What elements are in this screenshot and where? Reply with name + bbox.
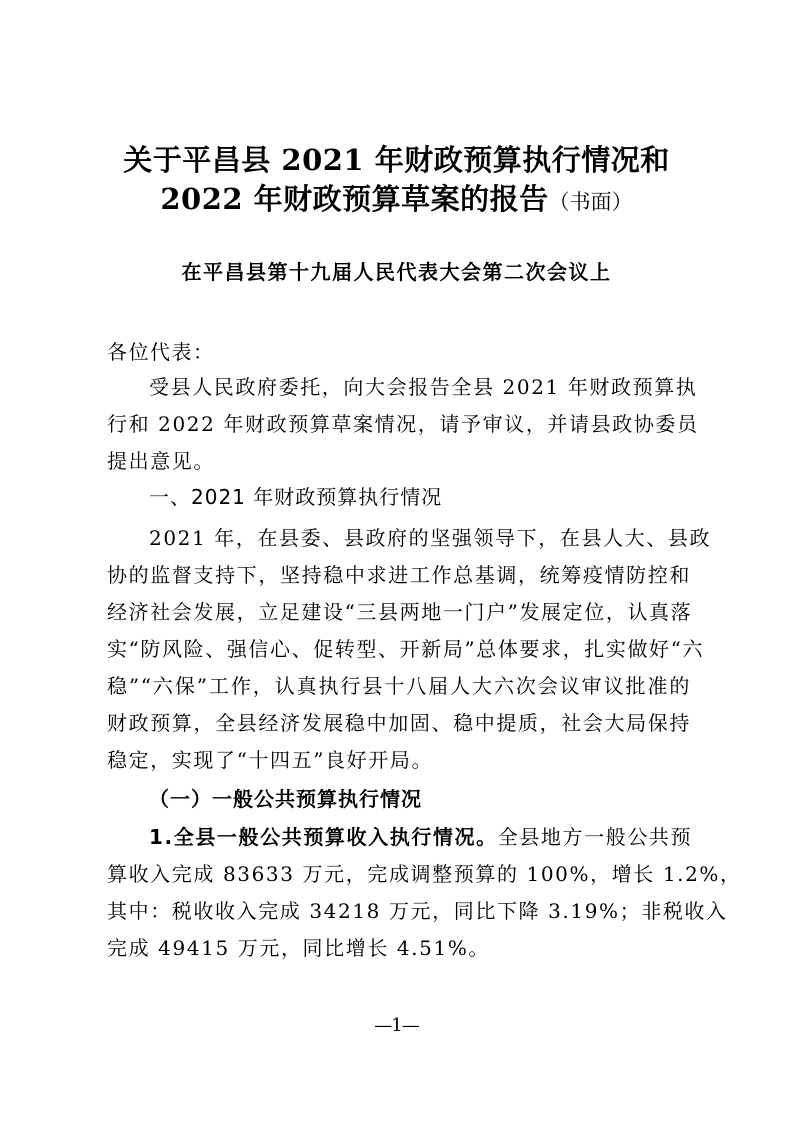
section-1-line: 财政预算，全县经济发展稳中加固、稳中提质，社会大局保持 bbox=[107, 711, 691, 735]
section-1-heading: 一、2021 年财政预算执行情况 bbox=[149, 485, 443, 509]
section-1-line: 经济社会发展，立足建设“三县两地一门户”发展定位，认真落 bbox=[107, 600, 693, 624]
section-1-line: 稳定，实现了“十四五”良好开局。 bbox=[107, 748, 434, 772]
report-title-line-1 bbox=[0, 140, 793, 180]
report-title-line-2 bbox=[0, 179, 793, 222]
intro-line: 提出意见。 bbox=[107, 449, 215, 473]
title-suffix: （书面） bbox=[548, 190, 633, 214]
section-1-line: 稳”“六保”工作，认真执行县十八届人大六次会议审议批准的 bbox=[107, 674, 691, 698]
section-1-line: 实“防风险、强信心、促转型、开新局”总体要求，扎实做好“六 bbox=[107, 637, 705, 661]
intro-line: 受县人民政府委托，向大会报告全县 2021 年财政预算执 bbox=[149, 375, 698, 399]
item-1-line: 算收入完成 83633 万元，完成调整预算的 100%，增长 1.2%， bbox=[107, 862, 742, 886]
item-1-line: 完成 49415 万元，同比增长 4.51%。 bbox=[107, 936, 491, 960]
item-1-lead: 1.全县一般公共预算收入执行情况。 bbox=[149, 825, 498, 849]
title-text-1: 关于平昌县 2021 年财政预算执行情况和 bbox=[123, 143, 670, 177]
salutation: 各位代表： bbox=[107, 340, 215, 364]
item-1-first-line bbox=[107, 822, 691, 852]
section-1-line: 2021 年，在县委、县政府的坚强领导下，在县人大、县政 bbox=[149, 526, 712, 550]
page-number: —1— bbox=[374, 1015, 419, 1036]
report-subtitle: 在平昌县第十九届人民代表大会第二次会议上 bbox=[181, 260, 612, 284]
title-text-2: 2022 年财政预算草案的报告 bbox=[160, 182, 549, 216]
intro-line: 行和 2022 年财政预算草案情况，请予审议，并请县政协委员 bbox=[107, 412, 699, 436]
item-1-first-rest: 全县地方一般公共预 bbox=[497, 825, 693, 849]
section-1-line: 协的监督支持下，坚持稳中求进工作总基调，统筹疫情防控和 bbox=[107, 563, 691, 587]
item-1-line: 其中：税收收入完成 34218 万元，同比下降 3.19%；非税收入 bbox=[107, 899, 728, 923]
subsection-1-heading: （一）一般公共预算执行情况 bbox=[149, 787, 422, 811]
